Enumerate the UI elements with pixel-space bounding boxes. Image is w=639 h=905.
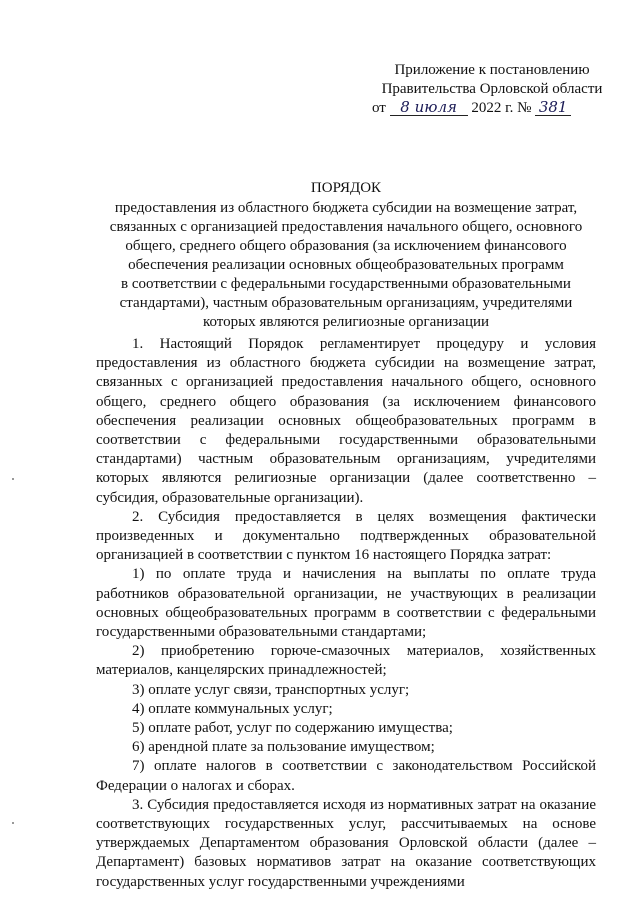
annex-line-1: Приложение к постановлению: [394, 62, 590, 78]
list-item-5: 5) оплате работ, услуг по содержанию имущества;: [132, 720, 453, 737]
subtitle-line: связанных с организацией предоставления начального общего, основного: [109, 219, 583, 235]
subtitle-line: которых являются религиозные организации: [202, 314, 490, 330]
document-body: [96, 335, 596, 892]
list-item-2: 2) приобретению горюче-смазочных материалов, хозяйственных материалов, канцелярских принадлежностей;: [96, 643, 596, 679]
subtitle-line: стандартами), частным образовательным организациям, учредителями: [119, 295, 573, 311]
date-prefix: от: [372, 100, 386, 116]
document-subtitle: [96, 199, 596, 332]
list-item-7: 7) оплате налогов в соответствии с законодательством Российской Федерации о налогах и сборах.: [96, 758, 596, 794]
paragraph-2: 2. Субсидия предоставляется в целях возмещения фактически произведенных и документально подтвержденных образовательной организацией в соответствии с пунктом 16 настоящего Порядка затрат:: [96, 508, 596, 564]
scan-speck: [12, 478, 14, 480]
handwritten-number: 381: [535, 100, 571, 116]
subtitle-line: в соответствии с федеральными государственными образовательными: [121, 276, 571, 292]
list-item-1: 1) по оплате труда и начисления на выплаты по оплате труда работников образовательной организации, не участвующих в реализации основных общеобразовательных программ в соответствии с федеральными государственными образовательными стандартами;: [96, 566, 596, 641]
scan-speck: [12, 822, 14, 824]
year-text: 2022 г. №: [471, 100, 532, 116]
paragraph-1: 1. Настоящий Порядок регламентирует процедуру и условия предоставления из областного бюджета субсидии на возмещение затрат, связанных с организацией предоставления начального общего, основного общего, среднего общего образования (за исключением финансового обеспечения реализации основных общеобразовательных программ в соответствии с федеральными государственными образовательными стандартами) частным образовательным организациям, учредителями которых являются религиозные организации (далее соответственно – субсидия, образовательные организации).: [96, 336, 596, 506]
handwritten-date: 8 июля: [390, 100, 468, 116]
subtitle-line: общего, среднего общего образования (за исключением финансового: [125, 238, 567, 254]
list-item-4: 4) оплате коммунальных услуг;: [132, 700, 333, 717]
document-title: ПОРЯДОК: [310, 180, 382, 196]
list-item-6: 6) арендной плате за пользование имуществом;: [132, 739, 435, 756]
subtitle-line: предоставления из областного бюджета субсидии на возмещение затрат,: [114, 200, 578, 216]
annex-line-2: Правительства Орловской области: [381, 81, 603, 97]
paragraph-3: 3. Субсидия предоставляется исходя из нормативных затрат на оказание соответствующих государственных услуг, рассчитываемых на основе утверждаемых Департаментом образования Орловской области (далее – Департамент) базовых нормативов затрат на оказание соответствующих государственных услуг государственными учреждениями: [96, 796, 596, 890]
annex-block: [372, 61, 612, 118]
annex-date-row: [372, 99, 612, 118]
list-item-3: 3) оплате услуг связи, транспортных услуг;: [132, 681, 410, 698]
subtitle-line: обеспечения реализации основных общеобразовательных программ: [128, 257, 564, 273]
